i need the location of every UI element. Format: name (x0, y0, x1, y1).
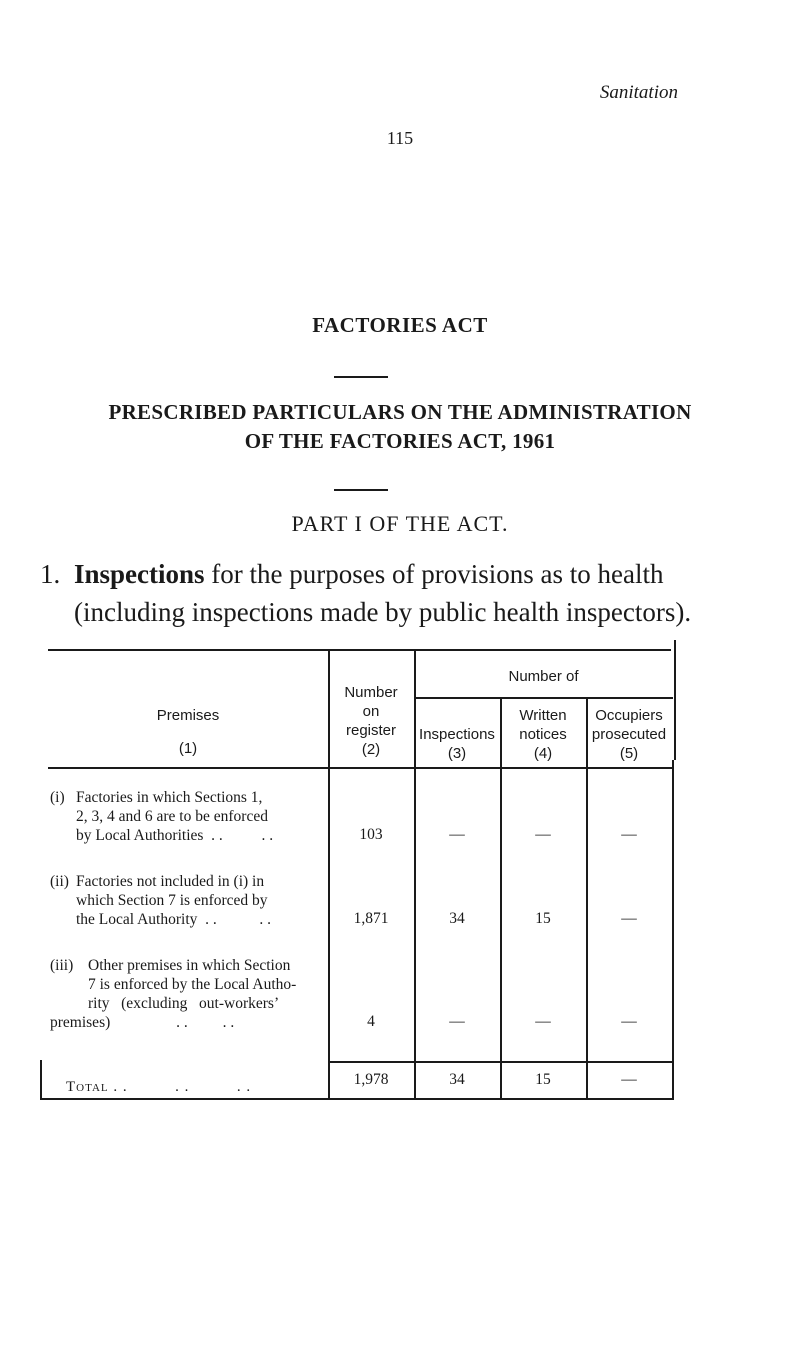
act-title: FACTORIES ACT (312, 313, 488, 337)
table-top-rule (48, 649, 671, 651)
total-word: Total (66, 1079, 109, 1095)
header-occupiers-line1: Occupiers (595, 707, 663, 724)
table-bottom-rule (40, 1098, 674, 1100)
row-2-inspections: 34 (449, 910, 465, 927)
row-1-line-3: by Local Authorities . . . . (76, 827, 274, 844)
total-prosecuted: — (621, 1071, 637, 1088)
row-3-line-1: Other premises in which Section (88, 957, 291, 974)
running-head: Sanitation (599, 82, 678, 103)
subtitle-line-1: PRESCRIBED PARTICULARS ON THE ADMINISTRATION (108, 400, 692, 424)
header-occupiers-num: (5) (619, 745, 639, 762)
section-bold-lead: Inspections (74, 559, 205, 589)
row-3-inspections: — (449, 1013, 465, 1030)
row-2-register: 1,871 (353, 910, 389, 927)
row-1-line-1: Factories in which Sections 1, (76, 789, 263, 806)
header-inspections-label: Inspections (419, 726, 495, 743)
header-premises-label: Premises (156, 707, 220, 724)
row-3-number: (iii) (50, 957, 74, 974)
header-premises (48, 706, 328, 758)
row-1-number: (i) (50, 789, 65, 806)
row-1-register: 103 (359, 826, 383, 843)
header-register-line2: on (362, 703, 380, 720)
header-register-line3: register (345, 722, 397, 739)
row-2-written-notices: 15 (535, 910, 551, 927)
row-1-inspections: — (449, 826, 465, 843)
group-header-rule (414, 697, 673, 699)
header-occupiers-line2: prosecuted (591, 726, 667, 743)
row-2-prosecuted: — (621, 910, 637, 927)
row-1-prosecuted: — (621, 826, 637, 843)
header-register (328, 683, 414, 759)
section-line2: (including inspections made by public health inspectors). (74, 597, 692, 627)
col-divider-2 (414, 649, 416, 1099)
row-3-text (88, 956, 332, 1013)
header-premises-num: (1) (178, 740, 198, 757)
row-2-number: (ii) (50, 873, 69, 890)
header-written-line1: Written (519, 707, 567, 724)
table-right-edge (674, 640, 676, 760)
row-3-line-4: premises) . . . . (50, 1014, 235, 1031)
total-dots: . . . . . . (108, 1079, 252, 1095)
part-heading: PART I OF THE ACT. (291, 511, 509, 536)
row-1-line-2: 2, 3, 4 and 6 are to be enforced (76, 808, 268, 825)
header-written-notices (500, 706, 586, 763)
section-number: 1. (40, 559, 61, 589)
section-line1-rest: for the purposes of provisions as to health (204, 559, 664, 589)
header-written-num: (4) (533, 745, 553, 762)
header-bottom-rule (48, 767, 672, 769)
header-inspections (414, 725, 500, 763)
total-inspections: 34 (449, 1071, 465, 1088)
header-register-num: (2) (361, 741, 381, 758)
row-3-line-3: rity (excluding out-workers’ (88, 995, 280, 1012)
header-group-number-of: Number of (508, 668, 579, 685)
table-left-edge-stub (40, 1060, 42, 1100)
row-1-text (76, 788, 326, 845)
table-right-edge-lower (672, 760, 674, 1100)
total-written-notices: 15 (535, 1071, 551, 1088)
header-occupiers-prosecuted (586, 706, 672, 763)
row-2-line-3: the Local Authority . . . . (76, 911, 272, 928)
subtitle-line-2: OF THE FACTORIES ACT, 1961 (244, 429, 556, 453)
row-3-register: 4 (367, 1013, 375, 1030)
row-2-text (76, 872, 326, 929)
header-register-line1: Number (344, 684, 398, 701)
page-number: 115 (386, 128, 414, 148)
row-3-line-2: 7 is enforced by the Local Autho- (88, 976, 297, 993)
row-3-prosecuted: — (621, 1013, 637, 1030)
total-register: 1,978 (353, 1071, 389, 1088)
row-2-line-1: Factories not included in (i) in (76, 873, 265, 890)
header-written-line2: notices (519, 726, 567, 743)
header-inspections-num: (3) (447, 745, 467, 762)
row-3-written-notices: — (535, 1013, 551, 1030)
total-label (66, 1079, 251, 1096)
row-2-line-2: which Section 7 is enforced by (76, 892, 268, 909)
row-1-written-notices: — (535, 826, 551, 843)
